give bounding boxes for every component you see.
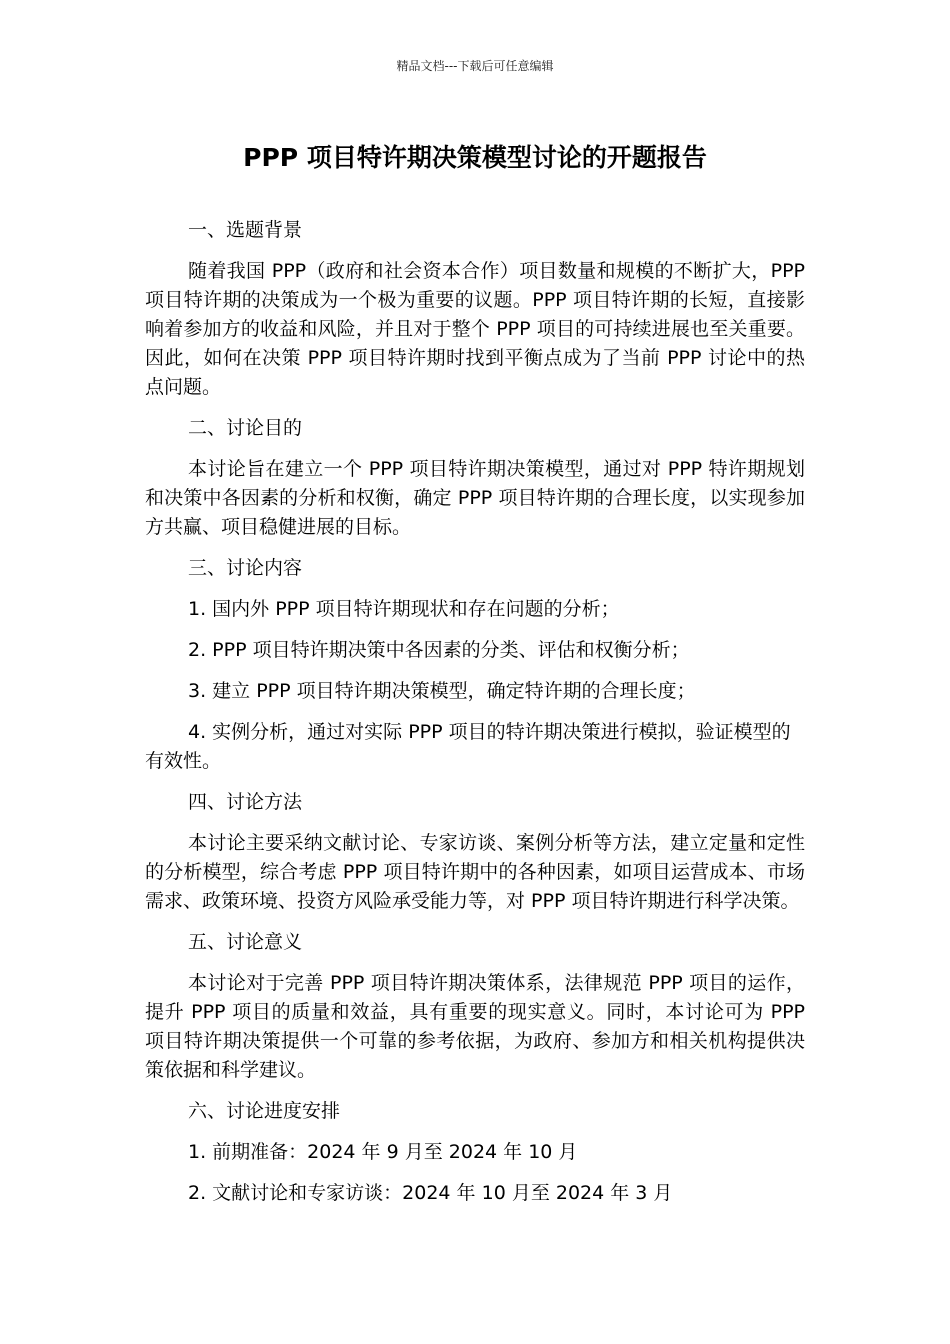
list-item: 4. 实例分析，通过对实际 PPP 项目的特许期决策进行模拟，验证模型的有效性。 [145, 721, 791, 772]
section-heading: 三、讨论内容 [188, 557, 303, 579]
list-item: 1. 国内外 PPP 项目特许期现状和存在问题的分析； [188, 598, 620, 620]
section-significance [145, 928, 805, 1085]
section-paragraph: 本讨论旨在建立一个 PPP 项目特许期决策模型，通过对 PPP 特许期规划和决策中各因素的分析和权衡，确定 PPP 项目特许期的合理长度，以实现参加方共赢、项目稳健进展的目标。 [145, 458, 805, 538]
section-paragraph: 本讨论对于完善 PPP 项目特许期决策体系，法律规范 PPP 项目的运作，提升 PPP 项目的质量和效益，具有重要的现实意义。同时，本讨论可为 PPP 项目特许期决策提供一个可靠的参考依据，为政府、参加方和相关机构提供决策依据和科学建议。 [145, 972, 805, 1081]
section-heading: 二、讨论目的 [188, 417, 303, 439]
document-body [145, 216, 805, 1220]
section-heading: 五、讨论意义 [188, 931, 303, 953]
section-heading: 四、讨论方法 [188, 791, 303, 813]
section-paragraph: 随着我国 PPP（政府和社会资本合作）项目数量和规模的不断扩大，PPP 项目特许期的决策成为一个极为重要的议题。PPP 项目特许期的长短，直接影响着参加方的收益和风险，并且对于整个 PPP 项目的可持续进展也至关重要。因此，如何在决策 PPP 项目特许期时找到平衡点成为了当前 PPP 讨论中的热点问题。 [145, 260, 805, 398]
document-title: PPP 项目特许期决策模型讨论的开题报告 [243, 143, 707, 172]
section-heading: 一、选题背景 [188, 219, 303, 241]
section-method [145, 788, 805, 916]
list-item: 2. 文献讨论和专家访谈：2024 年 10 月至 2024 年 3 月 [188, 1182, 673, 1204]
section-schedule [145, 1097, 805, 1208]
section-heading: 六、讨论进度安排 [188, 1100, 341, 1122]
list-item: 3. 建立 PPP 项目特许期决策模型，确定特许期的合理长度； [188, 680, 696, 702]
section-background [145, 216, 805, 402]
section-paragraph: 本讨论主要采纳文献讨论、专家访谈、案例分析等方法，建立定量和定性的分析模型，综合考虑 PPP 项目特许期中的各种因素，如项目运营成本、市场需求、政策环境、投资方风险承受能力等，对 PPP 项目特许期进行科学决策。 [145, 832, 805, 912]
list-item: 1. 前期准备：2024 年 9 月至 2024 年 10 月 [188, 1141, 578, 1163]
section-content [145, 554, 805, 776]
section-purpose [145, 414, 805, 542]
page-header: 精品文档---下载后可任意编辑 [396, 59, 554, 73]
list-item: 2. PPP 项目特许期决策中各因素的分类、评估和权衡分析； [188, 639, 690, 661]
